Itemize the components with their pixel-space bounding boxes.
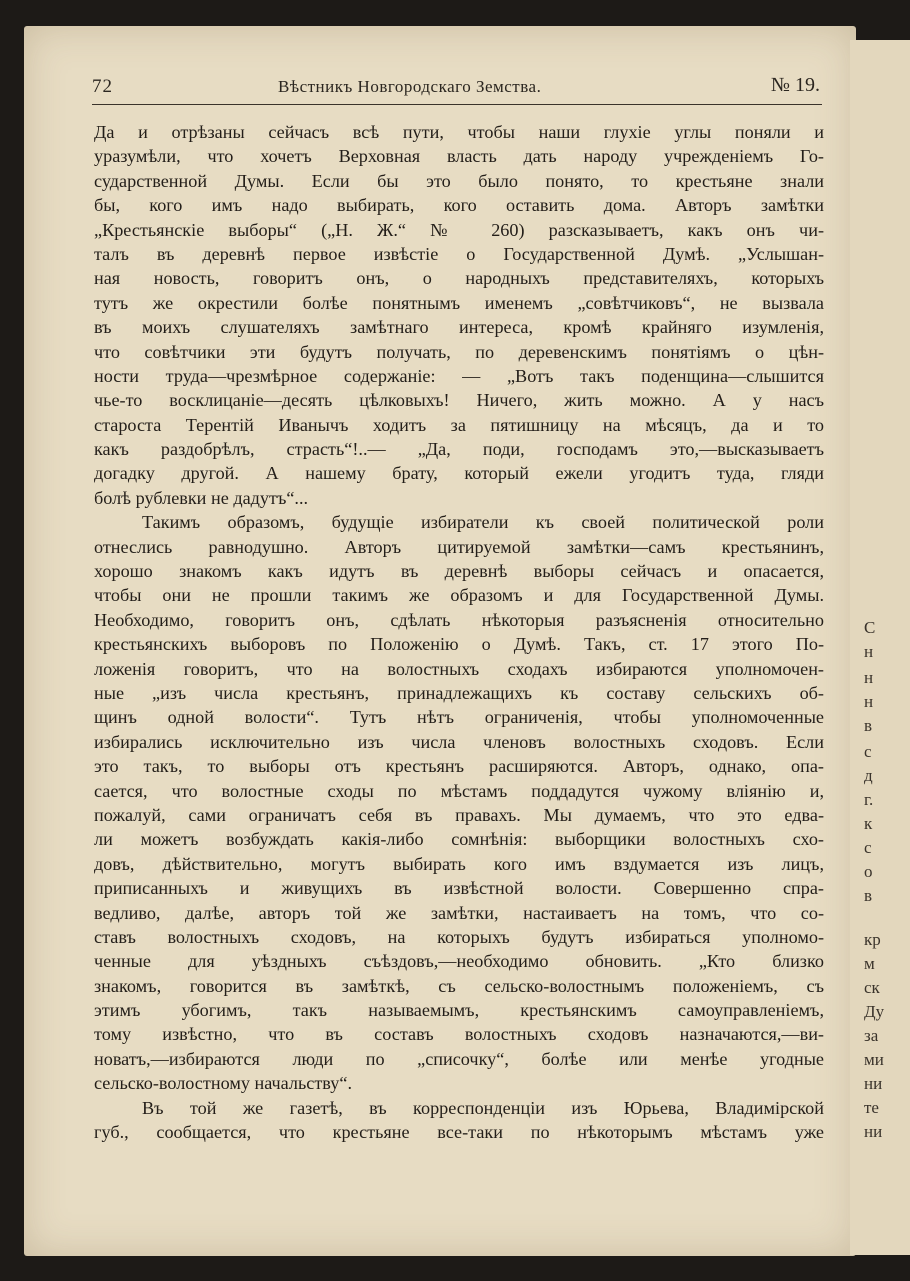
adjacent-page-fragment: н — [864, 642, 874, 661]
adjacent-page-fragment: к — [864, 814, 873, 833]
adjacent-page-fragment: ск — [864, 978, 880, 997]
adjacent-page-fragment: с — [864, 838, 872, 857]
text-line: пожалуй, сами ограничатъ себя въ правахъ. Мы думаемъ, что это едва- — [94, 804, 824, 825]
text-line: Такимъ образомъ, будущіе избиратели къ своей политической роли — [142, 512, 824, 533]
running-header — [92, 74, 822, 105]
text-line: крестьянскихъ выборовъ по Положенію о Думѣ. Такъ, ст. 17 этого По- — [94, 634, 824, 655]
adjacent-page-fragment: в — [864, 716, 873, 735]
text-line: ная новость, говоритъ онъ, о народныхъ представителяхъ, которыхъ — [94, 268, 824, 289]
text-line: ли можетъ возбуждать какія-либо сомнѣнія: выборщики волостныхъ схо- — [94, 829, 824, 850]
text-line: что совѣтчики эти будутъ получать, по деревенскимъ понятіямъ о цѣн- — [94, 341, 824, 362]
adjacent-page-fragment: г. — [864, 790, 874, 809]
text-line: хорошо знакомъ какъ идутъ въ деревнѣ выборы сейчасъ и опасается, — [94, 561, 824, 582]
text-line: чье-то восклицаніе—десять цѣлковыхъ! Ничего, жить можно. А у насъ — [94, 390, 824, 411]
adjacent-page-fragment: в — [864, 886, 873, 905]
adjacent-page-edge — [850, 40, 910, 1255]
text-line: Да и отрѣзаны сейчасъ всѣ пути, чтобы наши глухіе углы поняли и — [94, 122, 824, 142]
text-line: этимъ убогимъ, такъ называемымъ, крестьянскимъ самоуправленіемъ, — [94, 1000, 824, 1021]
article-body — [94, 120, 824, 1144]
text-line: отнеслись равнодушно. Авторъ цитируемой замѣтки—самъ крестьянинъ, — [94, 536, 824, 557]
text-line: ности труда—чрезмѣрное содержаніе: — „Вотъ такъ поденщина—слышится — [94, 365, 824, 386]
adjacent-page-fragment: м — [864, 954, 875, 973]
adjacent-page-fragment: те — [864, 1098, 879, 1117]
adjacent-page-fragment: С — [864, 618, 876, 637]
text-line: сударственной Думы. Если бы это было понято, то крестьяне знали — [94, 170, 824, 191]
text-line: ложенія говоритъ, что на волостныхъ сходахъ избираются уполномочен- — [94, 658, 824, 679]
text-line: ные „изъ числа крестьянъ, принадлежащихъ къ составу сельскихъ об- — [94, 682, 824, 703]
adjacent-page-fragment: д — [864, 766, 873, 785]
text-line: ченные для уѣздныхъ съѣздовъ,—необходимо обновить. „Кто близко — [94, 951, 824, 972]
issue-number: № 19. — [770, 74, 820, 96]
adjacent-page-fragment: о — [864, 862, 873, 881]
text-line: знакомъ, говорится въ замѣткѣ, съ сельско-волостнымъ положеніемъ, съ — [94, 975, 824, 996]
text-line: новатъ,—избираются люди по „списочку“, болѣе или менѣе угодные — [94, 1048, 824, 1069]
text-line: ведливо, далѣе, авторъ той же замѣтки, настаиваетъ на томъ, что со- — [94, 902, 824, 923]
journal-title: Вѣстникъ Новгородскаго Земства. — [278, 77, 542, 96]
text-line: тому извѣстно, что въ составъ волостныхъ сходовъ назначаются,—ви- — [94, 1024, 824, 1045]
page-number: 72 — [92, 76, 113, 97]
text-line: тутъ же окрестили болѣе понятнымъ именемъ „совѣтчиковъ“, не вызвала — [94, 292, 824, 313]
text-line: довъ, дѣйствительно, могутъ выбирать кого имъ вздумается изъ лицъ, — [94, 853, 824, 874]
text-line: щинъ одной волости“. Тутъ нѣтъ ограниченія, чтобы уполномоченные — [94, 707, 824, 728]
text-line: „Крестьянскіе выборы“ („Н. Ж.“ № 260) разсказываетъ, какъ онъ чи- — [94, 219, 824, 240]
text-line: приписанныхъ и живущихъ въ извѣстной волости. Совершенно спра- — [94, 878, 824, 899]
text-line: Въ той же газетѣ, въ корреспонденціи изъ Юрьева, Владимірской — [142, 1097, 824, 1118]
text-line: въ моихъ слушателяхъ замѣтнаго интереса, кромѣ крайняго изумленія, — [94, 317, 824, 338]
text-line: бы, кого имъ надо выбирать, кого оставить дома. Авторъ замѣтки — [94, 195, 824, 216]
text-line: сается, что волостные сходы по мѣстамъ поддадутся чужому вліянію и, — [94, 780, 824, 801]
text-line: чтобы они не прошли такимъ же образомъ и для Государственной Думы. — [94, 585, 824, 606]
text-line: уразумѣли, что хочетъ Верховная власть дать народу учрежденіемъ Го- — [94, 146, 824, 167]
adjacent-page-fragment: ни — [864, 1122, 883, 1141]
text-line: это такъ, то выборы отъ крестьянъ расширяются. Авторъ, однако, опа- — [94, 756, 824, 777]
text-line: избирались исключительно изъ числа членовъ волостныхъ сходовъ. Если — [94, 731, 824, 752]
text-line: сельско-волостному начальству“. — [94, 1073, 352, 1094]
text-line: ставъ волостныхъ сходовъ, на которыхъ будутъ избираться уполномо- — [94, 926, 824, 947]
text-line: догадку другой. А нашему брату, который ежели угодитъ туда, гляди — [94, 463, 824, 484]
text-line: какъ раздобрѣлъ, страсть“!..— „Да, поди, господамъ это,—высказываетъ — [94, 439, 824, 460]
text-line: талъ въ деревнѣ первое извѣстіе о Государственной Думѣ. „Услышан- — [94, 243, 824, 264]
adjacent-page-fragment: Ду — [864, 1002, 885, 1021]
adjacent-page-fragment: н — [864, 668, 874, 687]
text-line: болѣ рублевки не дадутъ“... — [94, 487, 309, 508]
text-line: губ., сообщается, что крестьяне все-таки по нѣкоторымъ мѣстамъ уже — [94, 1122, 824, 1143]
adjacent-page-fragment: кр — [864, 930, 881, 949]
adjacent-page-fragment: ни — [864, 1074, 883, 1093]
adjacent-page-fragment: за — [864, 1026, 879, 1045]
adjacent-page-fragment: с — [864, 742, 872, 761]
adjacent-page-fragment: н — [864, 692, 874, 711]
text-line: Необходимо, говоритъ онъ, сдѣлать нѣкоторыя разъясненія относительно — [94, 609, 824, 630]
adjacent-page-fragment: ми — [864, 1050, 884, 1069]
text-line: староста Терентій Иванычъ ходитъ за пятишницу на мѣсяцъ, да и то — [94, 414, 824, 435]
